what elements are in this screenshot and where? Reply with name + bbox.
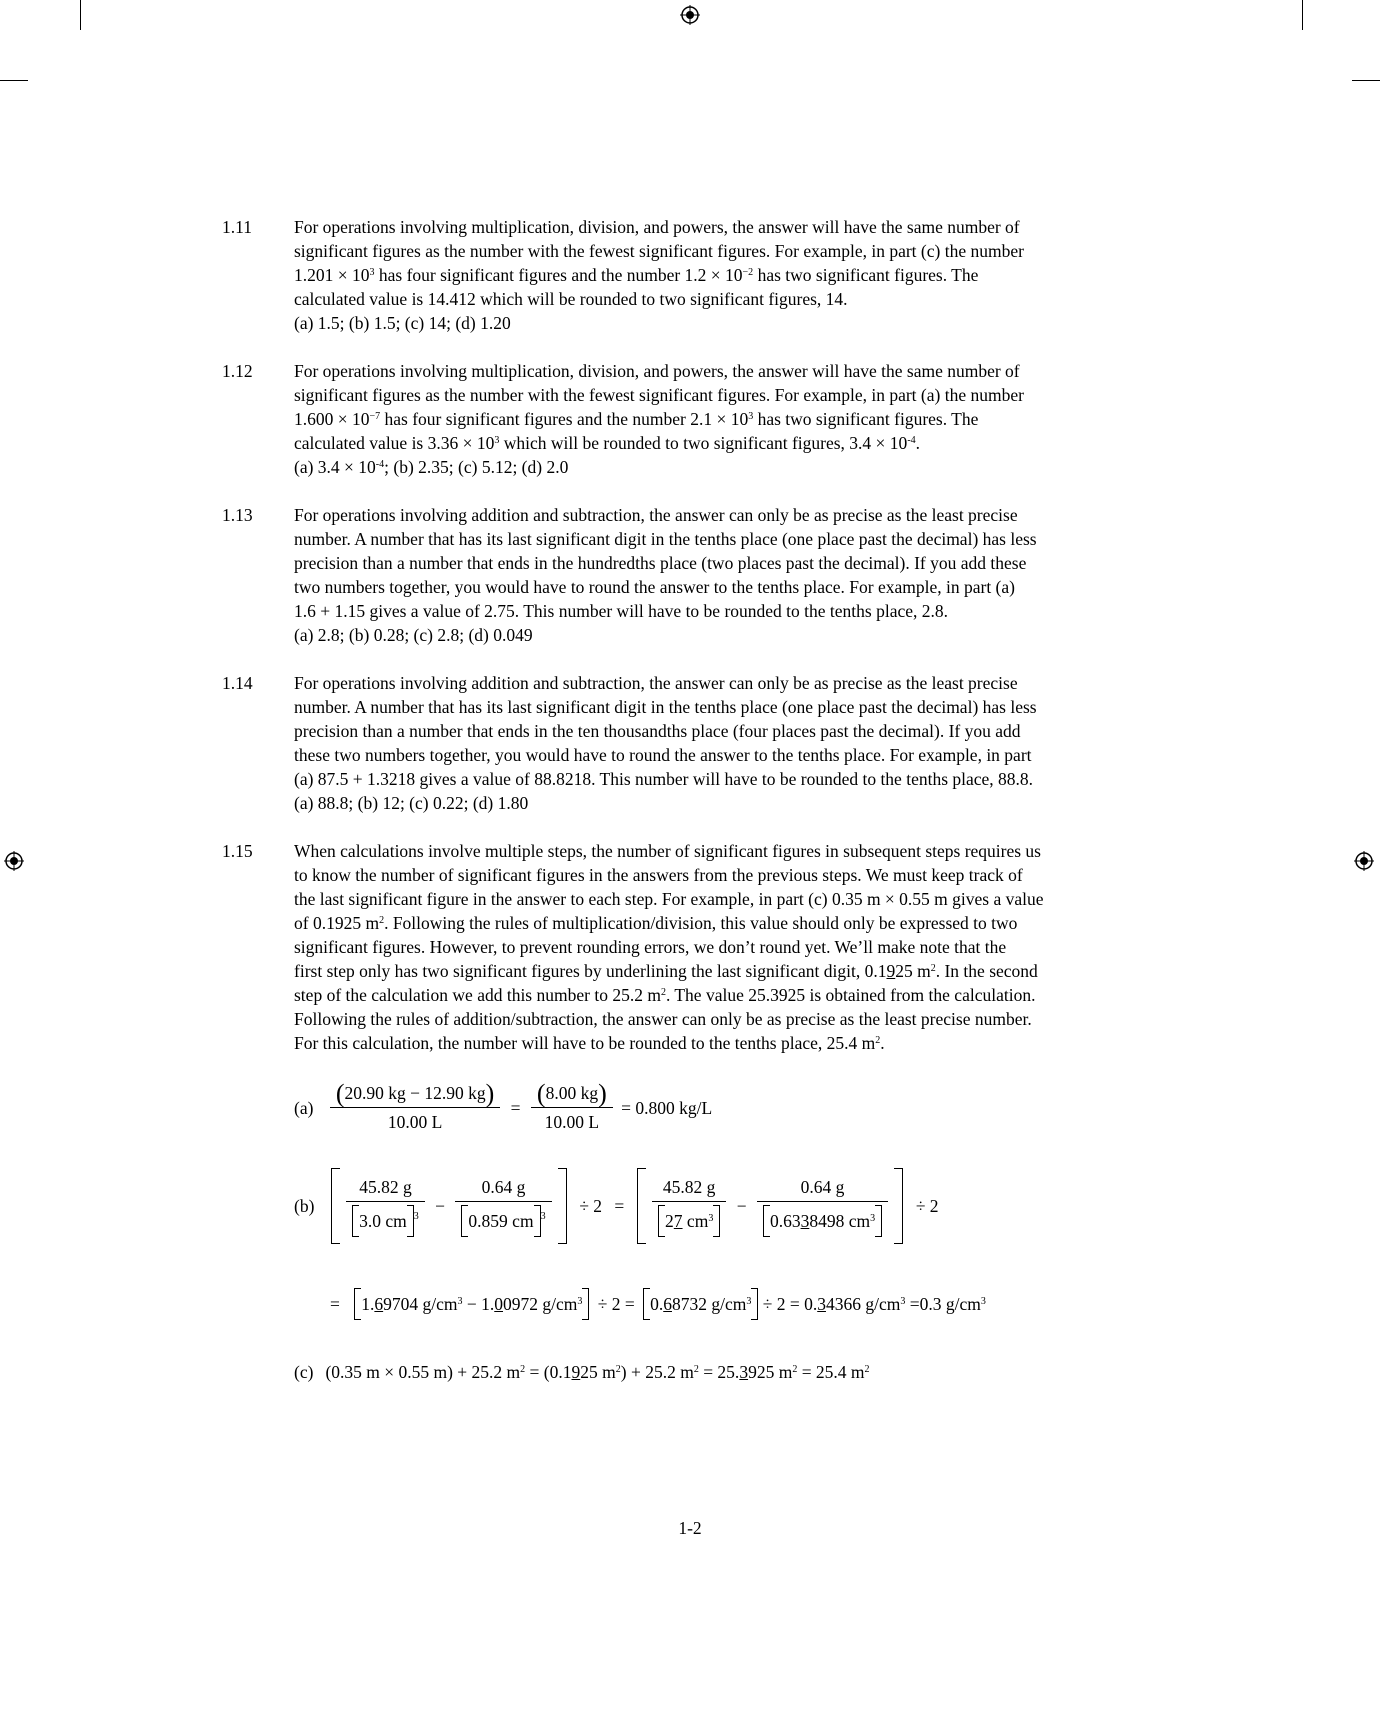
text-line: two numbers together, you would have to round the answer to the tenths place. For example, in part (a) xyxy=(294,577,1015,597)
problem-body xyxy=(294,359,1164,479)
problem-number: 1.14 xyxy=(222,673,253,693)
equation-b-continued: = 1.69704 $g/cm^3 - 1.00972$ $g/cm^3 \div 2 = 0.68732$ $g/cm^3 \div 2 = 0.34366$ $g/cm^3 =0.3$ $g/cm^3$ xyxy=(330,1288,986,1320)
problem-number: 1.12 xyxy=(222,361,253,381)
registration-mark-icon xyxy=(4,851,24,871)
equation-label: (b) xyxy=(294,1196,315,1216)
text-line: $1.600 \times 10^{-7}$ has four significant figures and the number $2.1 \times 10^3$ has two significant figures. The xyxy=(294,409,979,429)
problem-body xyxy=(294,839,1164,1055)
problem-number: 1.13 xyxy=(222,505,253,525)
answer-line: (a) 88.8; (b) 12; (c) 0.22; (d) 1.80 xyxy=(294,793,529,813)
text-line: these two numbers together, you would have to round the answer to the tenths place. For example, in part xyxy=(294,745,1032,765)
text-line: significant figures as the number with the fewest significant figures. For example, in part (c) the number xyxy=(294,241,1024,261)
text-line: first step only has two significant figures by underlining the last significant digit, 0.1925 $m^2$. In the second xyxy=(294,961,1038,981)
text-line: significant figures. However, to prevent rounding errors, we don’t round yet. We’ll make note that the xyxy=(294,937,1007,957)
fraction: $\frac{(20.90 kg - 12.90 kg)}{10.00 L}$ xyxy=(330,1082,500,1133)
page-number: 1-2 xyxy=(678,1518,702,1538)
registration-mark-icon xyxy=(1354,851,1374,871)
text-line: significant figures as the number with the fewest significant figures. For example, in part (a) the number xyxy=(294,385,1024,405)
denominator: 10.00 L xyxy=(531,1107,613,1133)
answer-line: (a) 2.8; (b) 0.28; (c) 2.8; (d) 0.049 xyxy=(294,625,533,645)
fraction: $\frac{0.64 g}{0.859 cm ^3}$ xyxy=(455,1176,551,1237)
crop-mark-top-right xyxy=(1302,0,1303,30)
equation-c: (c) (0.35 m × 0.55 m) + 25.2 $m^2 = (0.1925$ $m^2) + 25.2$ $m^2 = 25.3925$ $m^2 = 25.4$ $m^2$ xyxy=(294,1362,870,1382)
text-line: precision than a number that ends in the ten thousandths place (four places past the decimal). If you add xyxy=(294,721,1021,741)
text-line: Following the rules of addition/subtraction, the answer can only be as precise as the least precise number. xyxy=(294,1009,1032,1029)
text-line: number. A number that has its last significant digit in the tenths place (one place past the decimal) has less xyxy=(294,697,1037,717)
text-line: For operations involving addition and subtraction, the answer can only be as precise as the least precise xyxy=(294,673,1018,693)
problem-body xyxy=(294,215,1164,335)
problem-body xyxy=(294,503,1164,647)
text-line: step of the calculation we add this number to 25.2 $m^2$. The value 25.3925 is obtained from the calculation. xyxy=(294,985,1036,1005)
text-line: For operations involving multiplication, division, and powers, the answer will have the same number of xyxy=(294,217,1020,237)
problem-body xyxy=(294,671,1164,815)
registration-mark-icon xyxy=(680,5,700,25)
equation-b: (b) $\frac{45.82 g}{3.0 cm ^3}$ − $\frac{0.64 g}{0.859 cm ^3}$ ÷ 2 = $\frac{45.82 g}{27 cm^3}$ − $\frac{0.64 g}{0.6338498 cm^3}$ ÷ 2 xyxy=(294,1168,939,1244)
crop-mark-left xyxy=(0,80,28,81)
numerator: 20.90 kg − 12.90 kg xyxy=(344,1083,486,1103)
text-line: to know the number of significant figures in the answers from the previous steps. We must keep track of xyxy=(294,865,1023,885)
answer-line: (a) $3.4 \times 10^{-4}$; (b) 2.35; (c) 5.12; (d) 2.0 xyxy=(294,457,569,477)
text-line: 1.6 + 1.15 gives a value of 2.75. This number will have to be rounded to the tenths place, 2.8. xyxy=(294,601,948,621)
text-line: (a) 87.5 + 1.3218 gives a value of 88.8218. This number will have to be rounded to the tenths place, 88.8. xyxy=(294,769,1034,789)
text-line: When calculations involve multiple steps, the number of significant figures in subsequent steps requires us xyxy=(294,841,1041,861)
numerator: 8.00 kg xyxy=(545,1083,599,1103)
text-line: number. A number that has its last significant digit in the tenths place (one place past the decimal) has less xyxy=(294,529,1037,549)
crop-mark-right xyxy=(1352,80,1380,81)
text-line: For operations involving multiplication, division, and powers, the answer will have the same number of xyxy=(294,361,1020,381)
equation-label: (c) xyxy=(294,1362,314,1382)
text-line: calculated value is 14.412 which will be rounded to two significant figures, 14. xyxy=(294,289,848,309)
problem-number: 1.15 xyxy=(222,841,253,861)
problem-number: 1.11 xyxy=(222,217,252,237)
fraction: $\frac{0.64 g}{0.6338498 cm^3}$ xyxy=(757,1176,888,1237)
fraction: $\frac{45.82 g}{27 cm^3}$ xyxy=(652,1176,726,1237)
answer-line: (a) 1.5; (b) 1.5; (c) 14; (d) 1.20 xyxy=(294,313,511,333)
text-line: $1.201 \times 10^3$ has four significant figures and the number $1.2 \times 10^{-2}$ has two significant figures. The xyxy=(294,265,979,285)
fraction: $\frac{45.82 g}{3.0 cm ^3}$ xyxy=(346,1176,425,1237)
text-line: For this calculation, the number will have to be rounded to the tenths place, 25.4 $m^2$. xyxy=(294,1033,885,1053)
text-line: precision than a number that ends in the hundredths place (two places past the decimal). If you add these xyxy=(294,553,1027,573)
text-line: of 0.1925 $m^2$. Following the rules of multiplication/division, this value should only be expressed to two xyxy=(294,913,1018,933)
crop-mark-top-left xyxy=(80,0,81,30)
denominator: 10.00 L xyxy=(330,1107,500,1133)
fraction: $\frac{(8.00 kg)}{10.00 L}$ xyxy=(531,1082,613,1133)
equation-label: (a) xyxy=(294,1097,314,1118)
text-line: the last significant figure in the answer to each step. For example, in part (c) 0.35 m × 0.55 m gives a value xyxy=(294,889,1044,909)
text-line: For operations involving addition and subtraction, the answer can only be as precise as the least precise xyxy=(294,505,1018,525)
equation-a: (a) $\frac{(20.90 kg - 12.90 kg)}{10.00 L}$ = $\frac{(8.00 kg)}{10.00 L}$ = 0.800 kg/L xyxy=(294,1079,713,1132)
equation-result: = 0.800 kg/L xyxy=(621,1097,713,1118)
text-line: calculated value is $3.36 \times 10^3$ which will be rounded to two significant figures, $3.4 \times 10^{-4}$. xyxy=(294,433,921,453)
